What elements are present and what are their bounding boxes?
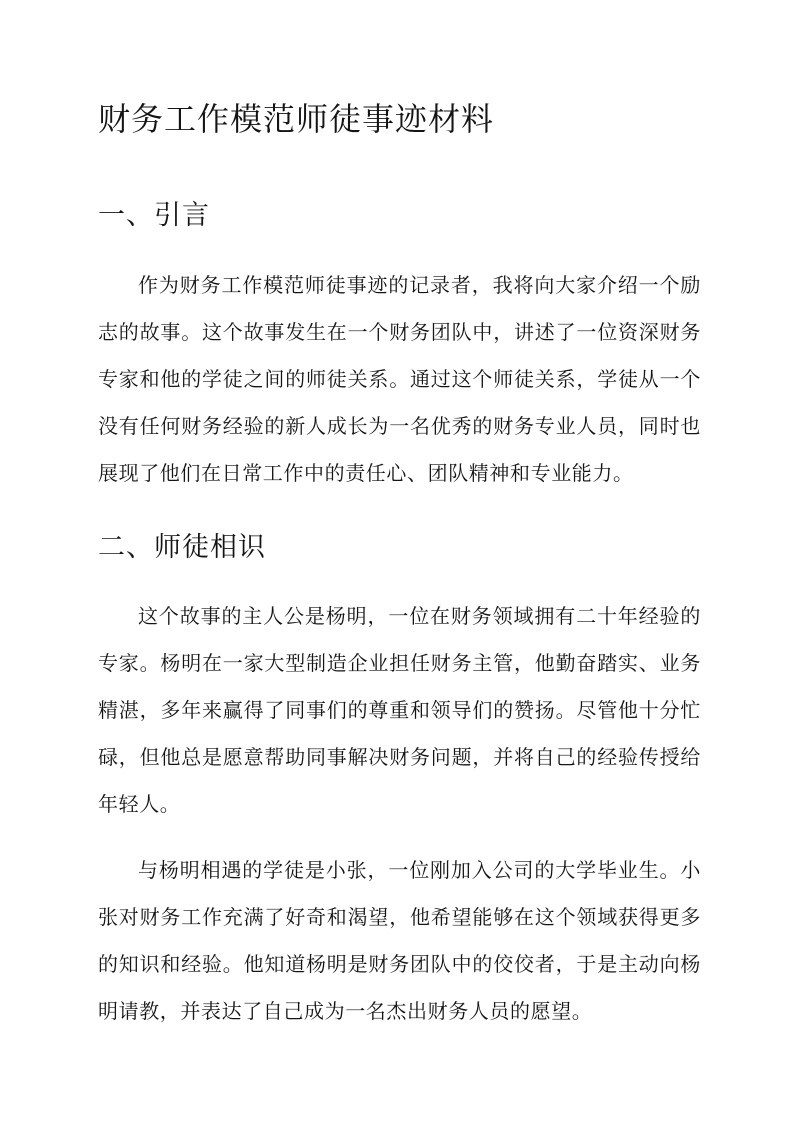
- meeting-paragraph-yang-ming: 这个故事的主人公是杨明，一位在财务领域拥有二十年经验的专家。杨明在一家大型制造企业担任财务主管，他勤奋踏实、业务精湛，多年来赢得了同事们的尊重和领导们的赞扬。尽管他十分忙碌，但他总是愿意帮助同事解决财务问题，并将自己的经验传授给年轻人。: [98, 604, 701, 816]
- document-title: 财务工作模范师徒事迹材料: [98, 100, 495, 138]
- section-heading-meeting: 二、师徒相识: [98, 532, 266, 563]
- meeting-paragraph-xiao-zhang: 与杨明相遇的学徒是小张，一位刚加入公司的大学毕业生。小张对财务工作充满了好奇和渴望，他希望能够在这个领域获得更多的知识和经验。他知道杨明是财务团队中的佼佼者，于是主动向杨明请教，并表达了自己成为一名杰出财务人员的愿望。: [98, 858, 701, 1023]
- introduction-paragraph: 作为财务工作模范师徒事迹的记录者，我将向大家介绍一个励志的故事。这个故事发生在一个财务团队中，讲述了一位资深财务专家和他的学徒之间的师徒关系。通过这个师徒关系，学徒从一个没有任何财务经验的新人成长为一名优秀的财务专业人员，同时也展现了他们在日常工作中的责任心、团队精神和专业能力。: [98, 273, 701, 485]
- section-heading-introduction: 一、引言: [98, 200, 210, 231]
